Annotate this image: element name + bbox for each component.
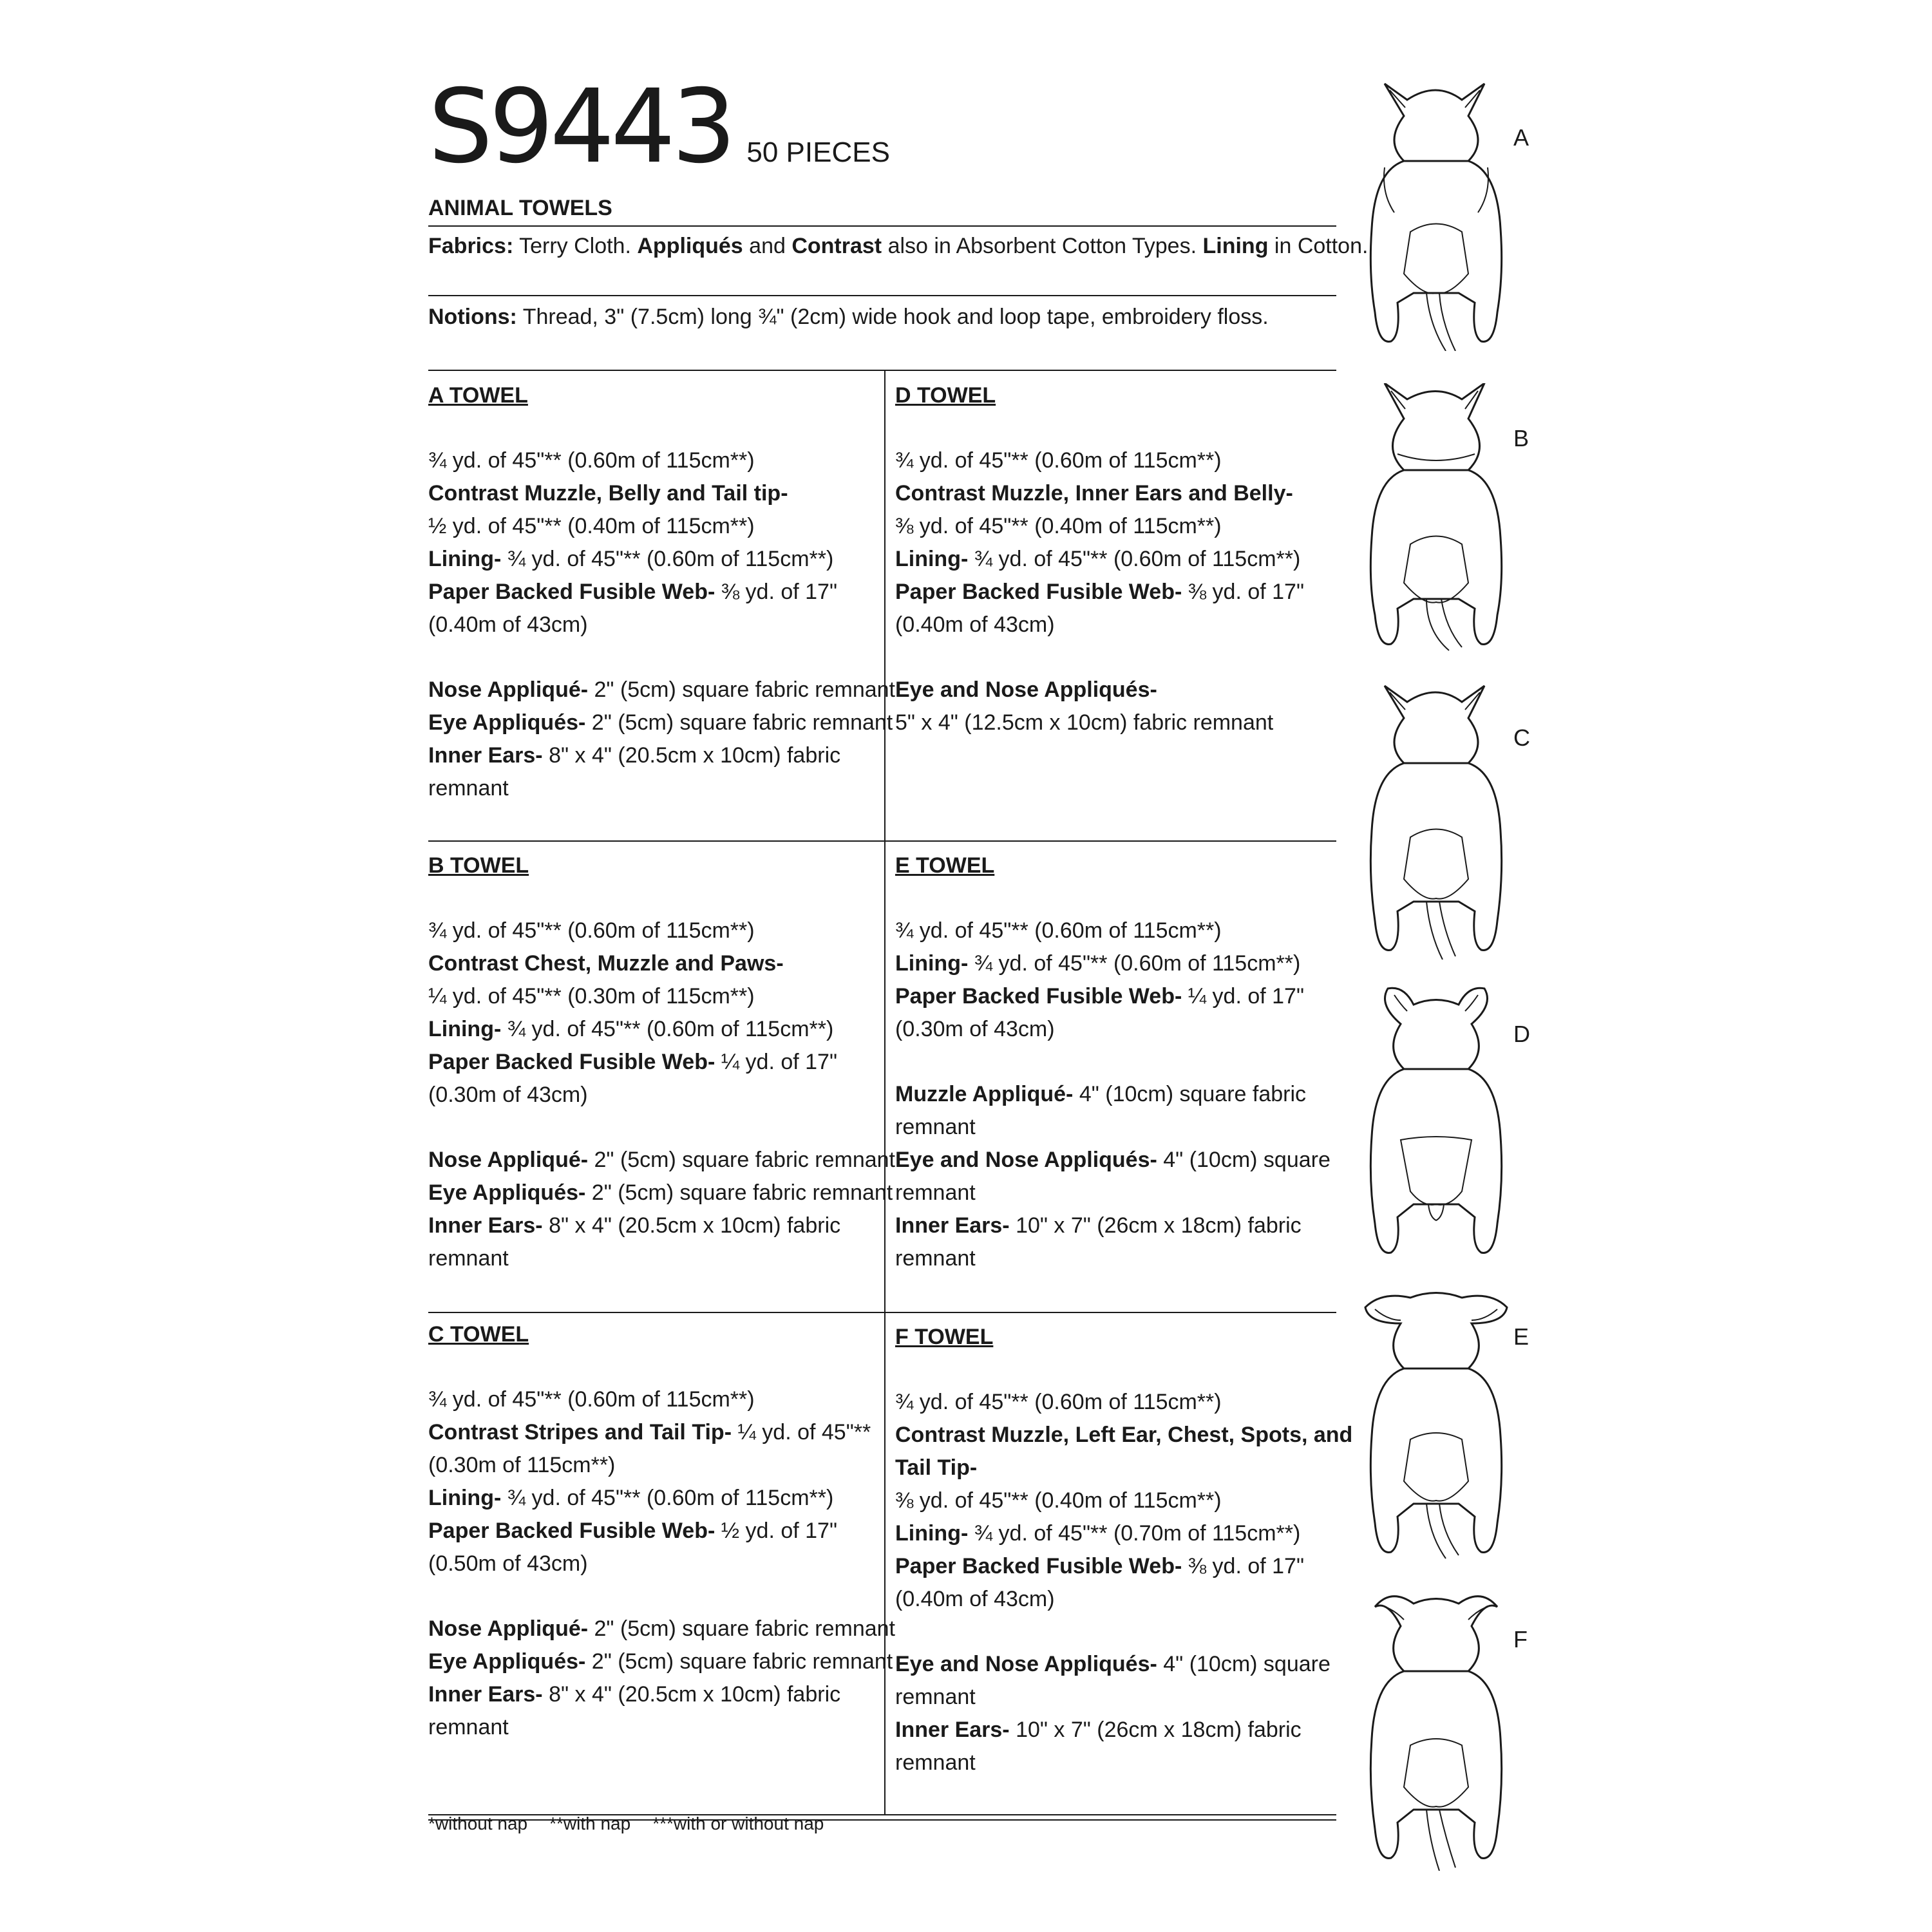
row-divider [428, 840, 1336, 842]
towel-b-illustration [1365, 383, 1507, 654]
towel-d-illustration [1365, 985, 1507, 1262]
a-towel-title: A TOWEL [428, 383, 528, 408]
category-title: ANIMAL TOWELS [428, 196, 612, 220]
towel-a-illustration [1365, 80, 1507, 351]
e-towel-title: E TOWEL [895, 853, 995, 878]
figure-label-c: C [1513, 724, 1530, 751]
b-towel-title: B TOWEL [428, 853, 529, 878]
pattern-number: S9443 [428, 68, 733, 186]
b-towel-section: B TOWEL ¾ yd. of 45"** (0.60m of 115cm**) Contrast Chest, Muzzle and Paws- ¼ yd. of 45"** (0.30m of 115cm**) Lining- ¾ yd. of 45"** (0.60m of 115cm**) Paper Backed Fusible Web- ¼ yd. of 17" (0.30m of 43cm) Nose Appliqué- 2" (5cm) square fabric remnant Eye Appliqués- 2" (5cm) square fabric remnant Inner Ears- 8" x 4" (20.5cm x 10cm) fabric remnant [428, 849, 879, 1275]
figure-label-e: E [1513, 1323, 1530, 1350]
towel-e-illustration [1362, 1285, 1510, 1562]
figure-label-f: F [1513, 1626, 1528, 1653]
c-towel-title: C TOWEL [428, 1322, 529, 1347]
column-divider [884, 370, 886, 1814]
notions-line: Notions: Thread, 3" (7.5cm) long ¾" (2cm) wide hook and loop tape, embroidery floss. [428, 305, 1269, 329]
d-towel-title: D TOWEL [895, 383, 996, 408]
c-towel-section: C TOWEL ¾ yd. of 45"** (0.60m of 115cm**) Contrast Stripes and Tail Tip- ¼ yd. of 45"** (0.30m of 115cm**) Lining- ¾ yd. of 45"** (0.60m of 115cm**) Paper Backed Fusible Web- ½ yd. of 17" (0.50m of 43cm) Nose Appliqué- 2" (5cm) square fabric remnant Eye Appliqués- 2" (5cm) square fabric remnant Inner Ears- 8" x 4" (20.5cm x 10cm) fabric remnant [428, 1318, 879, 1744]
figure-label-d: D [1513, 1021, 1530, 1047]
fabrics-line: Fabrics: Terry Cloth. Appliqués and Contrast also in Absorbent Cotton Types. Lining in Cotton. [428, 234, 1368, 258]
divider [428, 295, 1336, 296]
a-towel-section: A TOWEL ¾ yd. of 45"** (0.60m of 115cm**) Contrast Muzzle, Belly and Tail tip- ½ yd. of 45"** (0.40m of 115cm**) Lining- ¾ yd. of 45"** (0.60m of 115cm**) Paper Backed Fusible Web- ⅜ yd. of 17" (0.40m of 43cm) Nose Appliqué- 2" (5cm) square fabric remnant Eye Appliqués- 2" (5cm) square fabric remnant Inner Ears- 8" x 4" (20.5cm x 10cm) fabric remnant [428, 379, 879, 805]
divider [428, 225, 1336, 227]
d-towel-section: D TOWEL ¾ yd. of 45"** (0.60m of 115cm**) Contrast Muzzle, Inner Ears and Belly- ⅜ yd. of 45"** (0.40m of 115cm**) Lining- ¾ yd. of 45"** (0.60m of 115cm**) Paper Backed Fusible Web- ⅜ yd. of 17" (0.40m of 43cm) Eye and Nose Appliqués- 5" x 4" (12.5cm x 10cm) fabric remnant [895, 379, 1346, 739]
figure-label-a: A [1513, 124, 1530, 151]
pieces-count: 50 PIECES [746, 137, 890, 168]
divider [428, 370, 1336, 371]
towel-f-illustration [1365, 1587, 1507, 1871]
pattern-header [428, 68, 890, 186]
e-towel-section: E TOWEL ¾ yd. of 45"** (0.60m of 115cm**) Lining- ¾ yd. of 45"** (0.60m of 115cm**) Paper Backed Fusible Web- ¼ yd. of 17" (0.30m of 43cm) Muzzle Appliqué- 4" (10cm) square fabric remnant Eye and Nose Appliqués- 4" (10cm) square remnant Inner Ears- 10" x 7" (26cm x 18cm) fabric remnant [895, 849, 1346, 1275]
f-towel-title: F TOWEL [895, 1325, 994, 1349]
towel-c-illustration [1365, 683, 1507, 960]
footnotes: *without nap **with nap ***with or without nap [428, 1814, 824, 1833]
f-towel-section: F TOWEL ¾ yd. of 45"** (0.60m of 115cm**) Contrast Muzzle, Left Ear, Chest, Spots, and Tail Tip- ⅜ yd. of 45"** (0.40m of 115cm**) Lining- ¾ yd. of 45"** (0.70m of 115cm**) Paper Backed Fusible Web- ⅜ yd. of 17" (0.40m of 43cm) Eye and Nose Appliqués- 4" (10cm) square remnant Inner Ears- 10" x 7" (26cm x 18cm) fabric remnant [895, 1321, 1346, 1779]
figure-label-b: B [1513, 425, 1530, 451]
row-divider [428, 1312, 1336, 1313]
